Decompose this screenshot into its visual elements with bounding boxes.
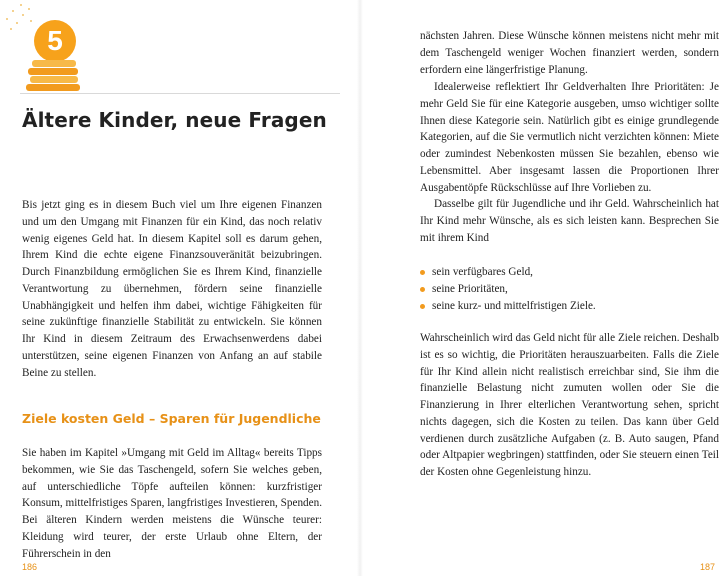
list-item: sein verfügbares Geld, bbox=[420, 264, 719, 281]
section-heading: Ziele kosten Geld – Sparen für Jugendliche bbox=[22, 411, 321, 426]
bullet-dot-icon bbox=[420, 304, 425, 309]
list-item: seine Prioritäten, bbox=[420, 281, 719, 298]
bullet-dot-icon bbox=[420, 270, 425, 275]
list-item: seine kurz- und mittelfristigen Ziele. bbox=[420, 298, 719, 315]
right-page bbox=[360, 0, 720, 576]
coin-stack-icon bbox=[26, 60, 82, 92]
page-number-left: 186 bbox=[22, 562, 38, 572]
bullet-dot-icon bbox=[420, 287, 425, 292]
discussion-bullet-list bbox=[420, 264, 719, 314]
intro-paragraph: Bis jetzt ging es in diesem Buch viel um Ihre eigenen Finanzen und um den Umgang mit Finanzen für ein Kind, das noch relativ wenig eigenes Geld hat. In diesem Kapitel soll es darum gehen, Ihrem Kind die echte eigene Finanzsouveränität beizubringen. Durch Finanzbildung ermöglichen Sie es Ihrem Kind, finanzielle Verantwortung zu übernehmen, fördern seine finanzielle Unabhängigkeit und helfen ihm dabei, wichtige Fähigkeiten für seine zukünftige finanzielle Stabilität zu entwickeln. Sie können Ihr Kind in diesem Zeitraum des Erwachsenwerdens dabei unterstützen, seine eigenen Finanzen von Anfang an auf stabile Beine zu stellen. bbox=[22, 199, 322, 379]
continuation-paragraph: nächsten Jahren. Diese Wünsche können meistens nicht mehr mit dem Taschengeld weniger Wochen finanziert werden, sondern erfordern eine längerfristige Planung. bbox=[420, 30, 719, 76]
chapter-number-badge: 5 bbox=[34, 20, 76, 62]
section-paragraph: Sie haben im Kapitel »Umgang mit Geld im Alltag« bereits Tipps bekommen, wie Sie das Taschengeld, sofern Sie welches geben, auf unterschiedliche Töpfe aufteilen können: kurzfristiger Konsum, mittelfristiges Sparen, langfristiges Investieren, Spenden. Bei älteren Kindern werden meistens die Wünsche teurer: Kleidung wird teurer, der erste Urlaub ohne Eltern, der Führerschein in den bbox=[22, 447, 322, 560]
priorities-paragraph: Idealerweise reflektiert Ihr Geldverhalten Ihre Prioritäten: Je mehr Geld Sie für eine Kategorie ausgeben, umso wichtiger sollte Ihnen diese Kategorie sein. Natürlich gibt es einige grundlegende Kategorien, auf die Sie vermutlich nicht verzichten können: Miete oder zumindest Nebenkosten müssen Sie bezahlen, ebenso wie Lebensmittel. Aber insgesamt lassen die Proportionen Ihrer Ausgabentöpfe Rückschlüsse auf Ihre Vorlieben zu. bbox=[420, 81, 719, 194]
chapter-title: Ältere Kinder, neue Fragen bbox=[22, 108, 327, 132]
cost-sharing-paragraph: Wahrscheinlich wird das Geld nicht für alle Ziele reichen. Deshalb ist es so wichtig, die Prioritäten herauszuarbeiten. Falls die Ziele für Ihr Kind allein nicht realistisch erreichbar sind, Sie ihm die finanzielle Belastung nicht zumuten wollen oder Sie die Finanzierung in Ihrer elterlichen Verantwortung sehen, spricht nichts dagegen, sich die Kosten zu teilen. Das kann über Geld verdienen durch zusätzliche Aufgaben (z. B. Auto saugen, Pfand oder Altpapier wegbringen) stattfinden, oder Sie steuern einen Teil der Kosten ohne Gegenleistung hinzu. bbox=[420, 332, 719, 478]
page-number-right: 187 bbox=[700, 562, 716, 572]
title-divider bbox=[20, 93, 340, 94]
teen-money-paragraph: Dasselbe gilt für Jugendliche und ihr Geld. Wahrscheinlich hat Ihr Kind mehr Wünsche, als es sich leisten kann. Besprechen Sie mit ihrem Kind bbox=[420, 198, 719, 244]
decorative-dots bbox=[2, 2, 38, 32]
